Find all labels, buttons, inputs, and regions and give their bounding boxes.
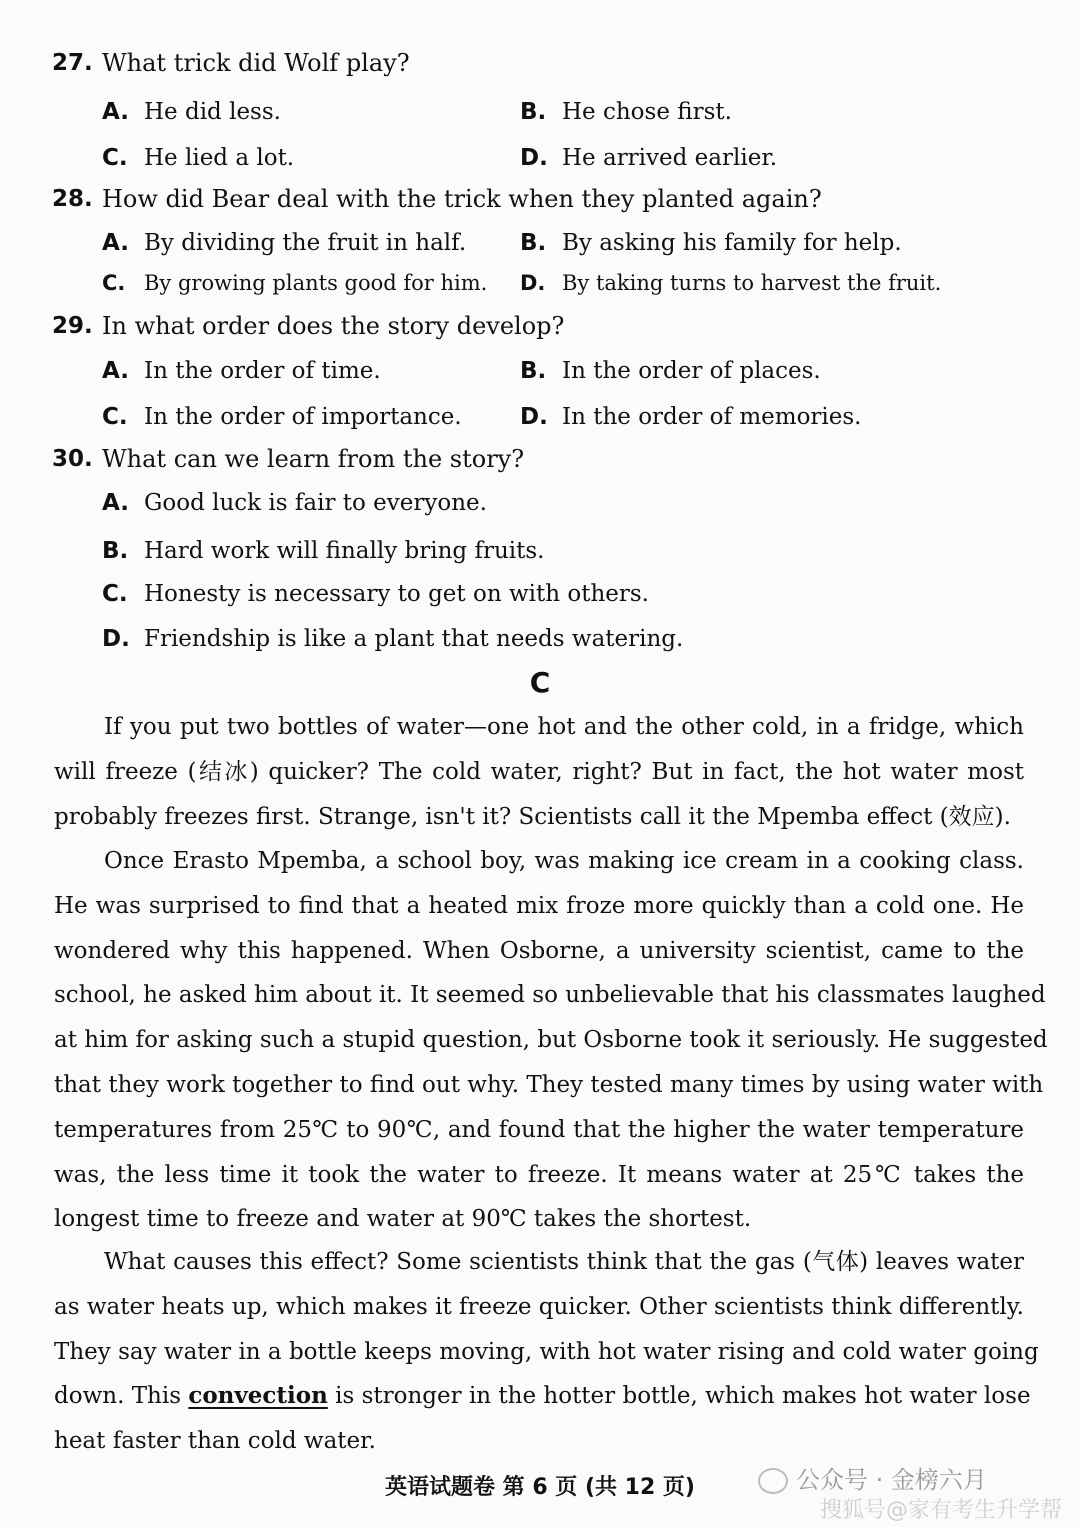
wechat-icon (758, 1468, 788, 1494)
option-c (102, 268, 487, 298)
question-stem: What can we learn from the story? (102, 445, 525, 473)
question-stem: How did Bear deal with the trick when they planted again? (102, 185, 822, 213)
watermark-source: 搜狐号@家有考生升学帮 (820, 1498, 1063, 1523)
option-letter: C. (102, 581, 128, 607)
question-stem: What trick did Wolf play? (102, 49, 410, 77)
option-b (520, 228, 902, 258)
question-number: 30. (52, 446, 93, 472)
option-d (520, 143, 777, 173)
passage-line: heat faster than cold water. (54, 1428, 376, 1455)
option-letter: A. (102, 230, 129, 256)
question-number: 27. (52, 50, 93, 76)
passage-line: temperatures from 25℃ to 90℃, and found that the higher the water temperature (54, 1116, 1024, 1143)
option-letter: C. (102, 145, 128, 171)
option-letter: D. (520, 271, 546, 295)
passage-paragraph-1 (54, 705, 1024, 839)
option-letter: D. (520, 145, 548, 171)
passage-line: at him for asking such a stupid question, but Osborne took it seriously. He suggested (54, 1027, 1048, 1054)
option-text: By growing plants good for him. (144, 271, 488, 295)
passage-line: longest time to freeze and water at 90℃ takes the shortest. (54, 1206, 752, 1233)
section-heading: C (529, 666, 551, 699)
option-letter: B. (520, 99, 547, 125)
option-c (102, 143, 294, 173)
option-letter: B. (520, 358, 547, 384)
option-c (102, 579, 649, 609)
watermark-account (758, 1460, 987, 1495)
passage-line: He was surprised to find that a heated mix froze more quickly than a cold one. He (54, 892, 1024, 919)
page-footer: 英语试题卷 第 6 页 (共 12 页) (385, 1475, 695, 1500)
passage-line: was, the less time it took the water to freeze. It means water at 25℃ takes the (54, 1161, 1024, 1188)
option-d (520, 402, 862, 432)
option-letter: B. (520, 230, 547, 256)
option-text: He arrived earlier. (562, 145, 778, 171)
option-letter: B. (102, 538, 129, 564)
passage-line: They say water in a bottle keeps moving, with hot water rising and cold water going (54, 1338, 1039, 1365)
question-number: 29. (52, 313, 93, 339)
option-text: In the order of time. (144, 358, 381, 384)
option-text: He chose first. (562, 99, 732, 125)
option-b (102, 536, 544, 566)
option-text: In the order of importance. (144, 404, 462, 430)
option-letter: A. (102, 99, 129, 125)
option-letter: C. (102, 404, 128, 430)
question-number: 28. (52, 186, 93, 212)
passage-line: school, he asked him about it. It seemed so unbelievable that his classmates laughed (54, 982, 1046, 1009)
option-letter: D. (102, 626, 130, 652)
option-a (102, 356, 381, 386)
watermark-account-text: 公众号 · 金榜六月 (796, 1466, 987, 1494)
option-letter: A. (102, 358, 129, 384)
option-d (520, 268, 941, 298)
passage-paragraph-3 (54, 1240, 1039, 1464)
option-c (102, 402, 462, 432)
underlined-word: convection (188, 1382, 328, 1410)
option-letter: D. (520, 404, 548, 430)
passage-line: probably freezes first. Strange, isn't it? Scientists call it the Mpemba effect (效应). (54, 803, 1011, 830)
option-text: By dividing the fruit in half. (144, 230, 467, 256)
option-text: He did less. (144, 99, 281, 125)
option-b (520, 356, 821, 386)
option-letter: C. (102, 271, 126, 295)
passage-line: that they work together to find out why. They tested many times by using water with (54, 1071, 1044, 1098)
option-letter: A. (102, 490, 129, 516)
passage-paragraph-2 (54, 839, 1048, 1242)
passage-line: wondered why this happened. When Osborne, a university scientist, came to the (54, 937, 1024, 964)
option-a (102, 488, 487, 518)
option-text: Friendship is like a plant that needs watering. (144, 626, 684, 652)
option-text: In the order of memories. (562, 404, 862, 430)
passage-line: as water heats up, which makes it freeze quicker. Other scientists think differently. (54, 1293, 1024, 1320)
option-text: By taking turns to harvest the fruit. (562, 271, 942, 295)
option-text: Hard work will finally bring fruits. (144, 538, 545, 564)
passage-line: down. This convection is stronger in the hotter bottle, which makes hot water lose (54, 1382, 1031, 1410)
passage-line: If you put two bottles of water—one hot and the other cold, in a fridge, which (104, 714, 1024, 740)
option-a (102, 97, 281, 127)
passage-line: Once Erasto Mpemba, a school boy, was making ice cream in a cooking class. (104, 848, 1024, 874)
passage-line: What causes this effect? Some scientists think that the gas (气体) leaves water (104, 1249, 1024, 1275)
question-stem: In what order does the story develop? (102, 312, 565, 340)
option-text: Honesty is necessary to get on with others. (144, 581, 649, 607)
option-text: He lied a lot. (144, 145, 295, 171)
option-d (102, 624, 683, 654)
option-text: In the order of places. (562, 358, 821, 384)
option-b (520, 97, 732, 127)
option-text: Good luck is fair to everyone. (144, 490, 487, 516)
passage-line: will freeze (结冰) quicker? The cold water, right? But in fact, the hot water most (54, 758, 1024, 785)
option-text: By asking his family for help. (562, 230, 902, 256)
option-a (102, 228, 466, 258)
